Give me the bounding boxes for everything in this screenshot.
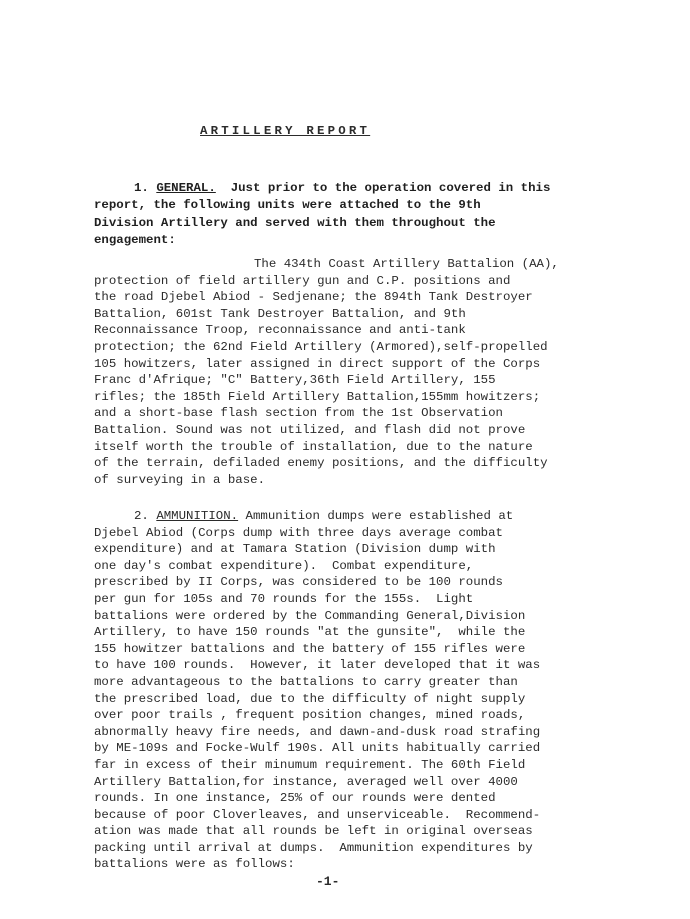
text-line: rifles; the 185th Field Artillery Battalion,155mm howitzers;: [94, 389, 541, 404]
text-line: Djebel Abiod (Corps dump with three days average combat: [94, 525, 503, 540]
page-number: -1-: [316, 874, 340, 889]
section-number: 1.: [134, 181, 149, 195]
text-line: prescribed by II Corps, was considered to be 100 rounds: [94, 575, 503, 590]
section-general-first-line: [94, 180, 639, 197]
text-line: The 434th Coast Artillery Battalion (AA),: [254, 257, 559, 271]
text-line: Artillery Battalion,for instance, averaged well over 4000: [94, 774, 518, 789]
text-line: Just prior to the operation covered in this: [230, 181, 551, 195]
text-line: 105 howitzers, later assigned in direct support of the Corps: [94, 356, 541, 371]
text-line: Battalion, 601st Tank Destroyer Battalion, and 9th: [94, 306, 466, 321]
text-line: battalions were as follows:: [94, 857, 295, 872]
text-line: battalions were ordered by the Commanding General,Division: [94, 608, 526, 623]
text-line: protection; the 62nd Field Artillery (Armored),self-propelled: [94, 339, 548, 354]
section-ammunition: [94, 508, 639, 873]
text-line: Reconnaissance Troop, reconnaissance and anti-tank: [94, 323, 466, 338]
text-line: more advantageous to the battalions to carry greater than: [94, 674, 518, 689]
text-line: per gun for 105s and 70 rounds for the 155s. Light: [94, 591, 474, 606]
section-general: [94, 180, 639, 250]
text-line: Artillery, to have 150 rounds "at the gunsite", while the: [94, 625, 526, 640]
section-heading: AMMUNITION.: [156, 509, 239, 523]
text-line: by ME-109s and Focke-Wulf 190s. All units habitually carried: [94, 741, 541, 756]
section-general-body: [94, 256, 639, 488]
text-line: of surveying in a base.: [94, 472, 266, 487]
text-line: engagement:: [94, 233, 176, 248]
text-line: Division Artillery and served with them throughout the: [94, 215, 496, 230]
text-line: Battalion. Sound was not utilized, and flash did not prove: [94, 422, 526, 437]
text-line: one day's combat expenditure). Combat expenditure,: [94, 558, 474, 573]
text-line: protection of field artillery gun and C.P. positions and: [94, 273, 511, 288]
text-line: Franc d'Afrique; "C" Battery,36th Field Artillery, 155: [94, 373, 496, 388]
text-line: packing until arrival at dumps. Ammunition expenditures by: [94, 840, 533, 855]
section-heading: GENERAL.: [156, 181, 216, 195]
text-line: far in excess of their minumum requirement. The 60th Field: [94, 757, 526, 772]
text-line: 155 howitzer battalions and the battery of 155 rifles were: [94, 641, 526, 656]
text-line: of the terrain, defiladed enemy positions, and the difficulty: [94, 456, 548, 471]
section-number: 2.: [134, 509, 149, 523]
text-line: Ammunition dumps were established at: [245, 509, 514, 523]
text-line: expenditure) and at Tamara Station (Division dump with: [94, 542, 496, 557]
text-line: the road Djebel Abiod - Sedjenane; the 894th Tank Destroyer: [94, 290, 533, 305]
report-title: ARTILLERY REPORT: [200, 124, 371, 138]
text-line: over poor trails , frequent position changes, mined roads,: [94, 708, 526, 723]
text-line: the prescribed load, due to the difficulty of night supply: [94, 691, 526, 706]
text-line: ation was made that all rounds be left in original overseas: [94, 824, 533, 839]
section-ammunition-first-line: [94, 508, 639, 525]
text-line: report, the following units were attached to the 9th: [94, 198, 481, 213]
text-line: because of poor Cloverleaves, and unserviceable. Recommend-: [94, 807, 541, 822]
text-line: itself worth the trouble of installation, due to the nature: [94, 439, 533, 454]
text-line: abnormally heavy fire needs, and dawn-and-dusk road strafing: [94, 724, 541, 739]
text-line: and a short-base flash section from the 1st Observation: [94, 406, 503, 421]
text-line: to have 100 rounds. However, it later developed that it was: [94, 658, 541, 673]
text-line: rounds. In one instance, 25% of our rounds were dented: [94, 791, 496, 806]
